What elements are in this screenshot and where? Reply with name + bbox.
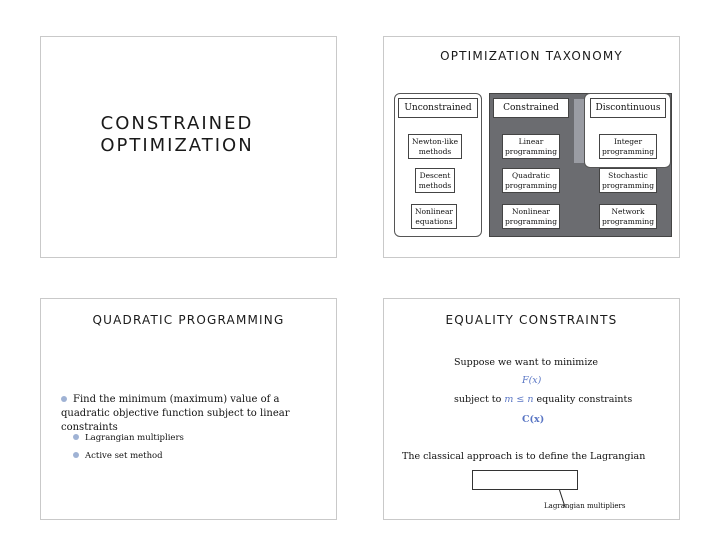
taxonomy-item: Nonlinear equations	[411, 204, 457, 229]
header-unconstrained: Unconstrained	[398, 98, 478, 118]
slide-title: EQUALITY CONSTRAINTS	[445, 313, 618, 327]
slide-1	[40, 36, 337, 258]
taxonomy-item: Network programming	[599, 204, 657, 229]
math-inequality: m ≤ n	[504, 394, 534, 405]
formula-objective: F(x)	[522, 375, 542, 386]
header-discontinuous: Discontinuous	[590, 98, 666, 118]
sub-bullet	[73, 433, 184, 443]
text-line: Suppose we want to minimize	[454, 357, 598, 368]
header-constrained: Constrained	[493, 98, 569, 118]
bullet-dot	[61, 396, 67, 402]
taxonomy-item: Linear programming	[502, 134, 560, 159]
taxonomy-item: Quadratic programming	[502, 168, 560, 193]
text-fragment: subject to	[454, 394, 502, 405]
taxonomy-item: Integer programming	[599, 134, 657, 159]
slide-title: QUADRATIC PROGRAMMING	[92, 313, 285, 327]
slide-2	[383, 36, 680, 258]
slide-4	[383, 298, 680, 520]
taxonomy-item: Descent methods	[415, 168, 455, 193]
formula-constraint: C(x)	[522, 414, 545, 425]
taxonomy-item: Stochastic programming	[599, 168, 657, 193]
bullet-dot	[73, 452, 79, 458]
text-fragment: equality constraints	[536, 394, 633, 405]
slide-title: CONSTRAINED OPTIMIZATION	[100, 113, 254, 156]
slide-title: OPTIMIZATION TAXONOMY	[440, 49, 623, 63]
annotation-label: Lagrangian multipliers	[544, 502, 626, 510]
sub-bullet-text: Lagrangian multipliers	[85, 433, 184, 443]
lagrangian-box	[472, 470, 578, 490]
text-line: The classical approach is to define the Lagrangian	[402, 451, 646, 462]
slide-3	[40, 298, 337, 520]
taxonomy-item: Newton-like methods	[408, 134, 462, 159]
bullet-dot	[73, 434, 79, 440]
taxonomy-item: Nonlinear programming	[502, 204, 560, 229]
text-line	[454, 394, 632, 405]
bullet-text: Find the minimum (maximum) value of a quadratic objective function subject to linear constraints	[61, 394, 290, 433]
bullet-main	[61, 393, 331, 435]
sub-bullet-text: Active set method	[85, 451, 163, 461]
sub-bullet	[73, 451, 163, 461]
